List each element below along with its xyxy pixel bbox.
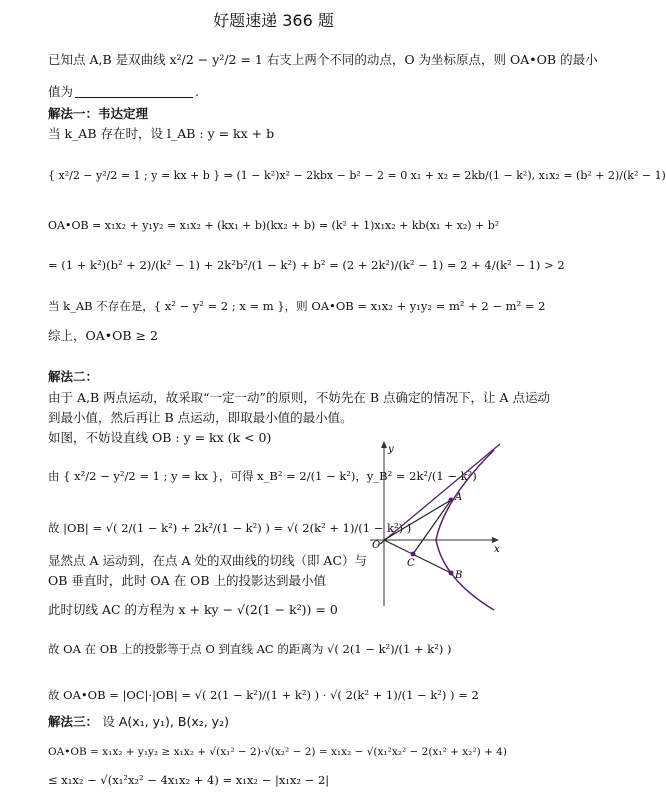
point-c: [411, 552, 416, 557]
problem-line-1: 已知点 A,B 是双曲线 x²/2 − y²/2 = 1 右支上两个不同的动点，O 为坐标原点，则 OA•OB 的最小: [48, 52, 598, 67]
method2-line-10: 故 OA•OB = |OC|·|OB| = √( 2(1 − k²)/(1 + k²) ) · √( 2(k² + 1)/(1 − k²) ) = 2: [48, 688, 479, 702]
method1-line-3: OA•OB = x₁x₂ + y₁y₂ = x₁x₂ + (kx₁ + b)(kx₂ + b) = (k² + 1)x₁x₂ + kb(x₁ + x₂) + b²: [48, 219, 500, 232]
method1-line-4: = (1 + k²)(b² + 2)/(k² − 1) + 2k²b²/(1 − k²) + b² = (2 + 2k²)/(k² − 1) = 2 + 4/(k² − 1) > 2: [48, 258, 565, 272]
method1-heading: 解法一：韦达定理: [48, 106, 149, 121]
page-title: 好题速递 366 题: [213, 11, 334, 30]
hyperbola-figure: [366, 440, 506, 610]
problem-line-2: [48, 84, 199, 100]
x-axis-label: x: [494, 544, 500, 555]
method3-line-2: OA•OB = x₁x₂ + y₁y₂ ≥ x₁x₂ + √(x₁² − 2)·√(x₂² − 2) = x₁x₂ − √(x₁²x₂² − 2(x₁² + x₂²) + 4): [48, 746, 507, 758]
x-axis-arrow: [492, 537, 499, 543]
method2-line-7: OB 垂直时，此时 OA 在 OB 上的投影达到最小值: [48, 573, 327, 588]
origin-label: O: [372, 540, 381, 551]
method2-line-9: 故 OA 在 OB 上的投影等于点 O 到直线 AC 的距离为 √( 2(1 − k²)/(1 + k²) ): [48, 642, 452, 656]
point-b: [449, 571, 454, 576]
method2-line-3: 如图，不妨设直线 OB : y = kx (k < 0): [48, 430, 272, 445]
tangent-line: [380, 444, 500, 544]
point-a-label: A: [455, 492, 463, 503]
method1-line-2: { x²/2 − y²/2 = 1 ; y = kx + b } ⇒ (1 − k²)x² − 2kbx − b² − 2 = 0 x₁ + x₂ = 2kb/(1 − k²), x₁x₂ = (b² + 2)/(k² − 1): [48, 169, 666, 182]
method2-line-6: 显然点 A 运动到，在点 A 处的双曲线的切线（即 AC）与: [48, 553, 368, 568]
y-axis-label: y: [388, 444, 394, 455]
method1-line-1: 当 k_AB 存在时，设 l_AB : y = kx + b: [48, 126, 275, 141]
problem-answer-suffix: .: [195, 84, 199, 99]
method2-line-2: 到最小值，然后再让 B 点运动，即取最小值的最小值。: [48, 410, 353, 425]
problem-answer-prefix: 值为: [48, 84, 74, 99]
segment-ac: [413, 500, 451, 554]
segment-oa: [384, 500, 451, 540]
method1-line-6: 综上，OA•OB ≥ 2: [48, 328, 158, 343]
method2-line-5: 故 |OB| = √( 2/(1 − k²) + 2k²/(1 − k²) ) = √( 2(k² + 1)/(1 − k²) ): [48, 521, 412, 535]
y-axis-arrow: [381, 441, 387, 448]
point-b-label: B: [455, 570, 463, 581]
point-c-label: C: [407, 558, 415, 569]
method3-line-1: 设 A(x₁, y₁), B(x₂, y₂): [102, 714, 229, 729]
method3-heading: [48, 714, 229, 730]
point-a: [449, 498, 454, 503]
method2-line-8: 此时切线 AC 的方程为 x + ky − √(2(1 − k²)) = 0: [48, 602, 338, 617]
answer-blank: [75, 85, 193, 98]
method2-heading: 解法二：: [48, 369, 99, 384]
method2-line-4: 由 { x²/2 − y²/2 = 1 ; y = kx }，可得 x_B² = 2/(1 − k²)，y_B² = 2k²/(1 − k²): [48, 469, 477, 483]
method3-line-3: ≤ x₁x₂ − √(x₁²x₂² − 4x₁x₂ + 4) = x₁x₂ − |x₁x₂ − 2|: [48, 773, 330, 787]
method1-line-5: 当 k_AB 不存在是，{ x² − y² = 2 ; x = m }，则 OA•OB = x₁x₂ + y₁y₂ = m² + 2 − m² = 2: [48, 299, 546, 313]
method2-line-1: 由于 A,B 两点运动，故采取“一定一动”的原则，不妨先在 B 点确定的情况下，让 A 点运动: [48, 390, 551, 405]
method3-heading-text: 解法三：: [48, 714, 99, 729]
